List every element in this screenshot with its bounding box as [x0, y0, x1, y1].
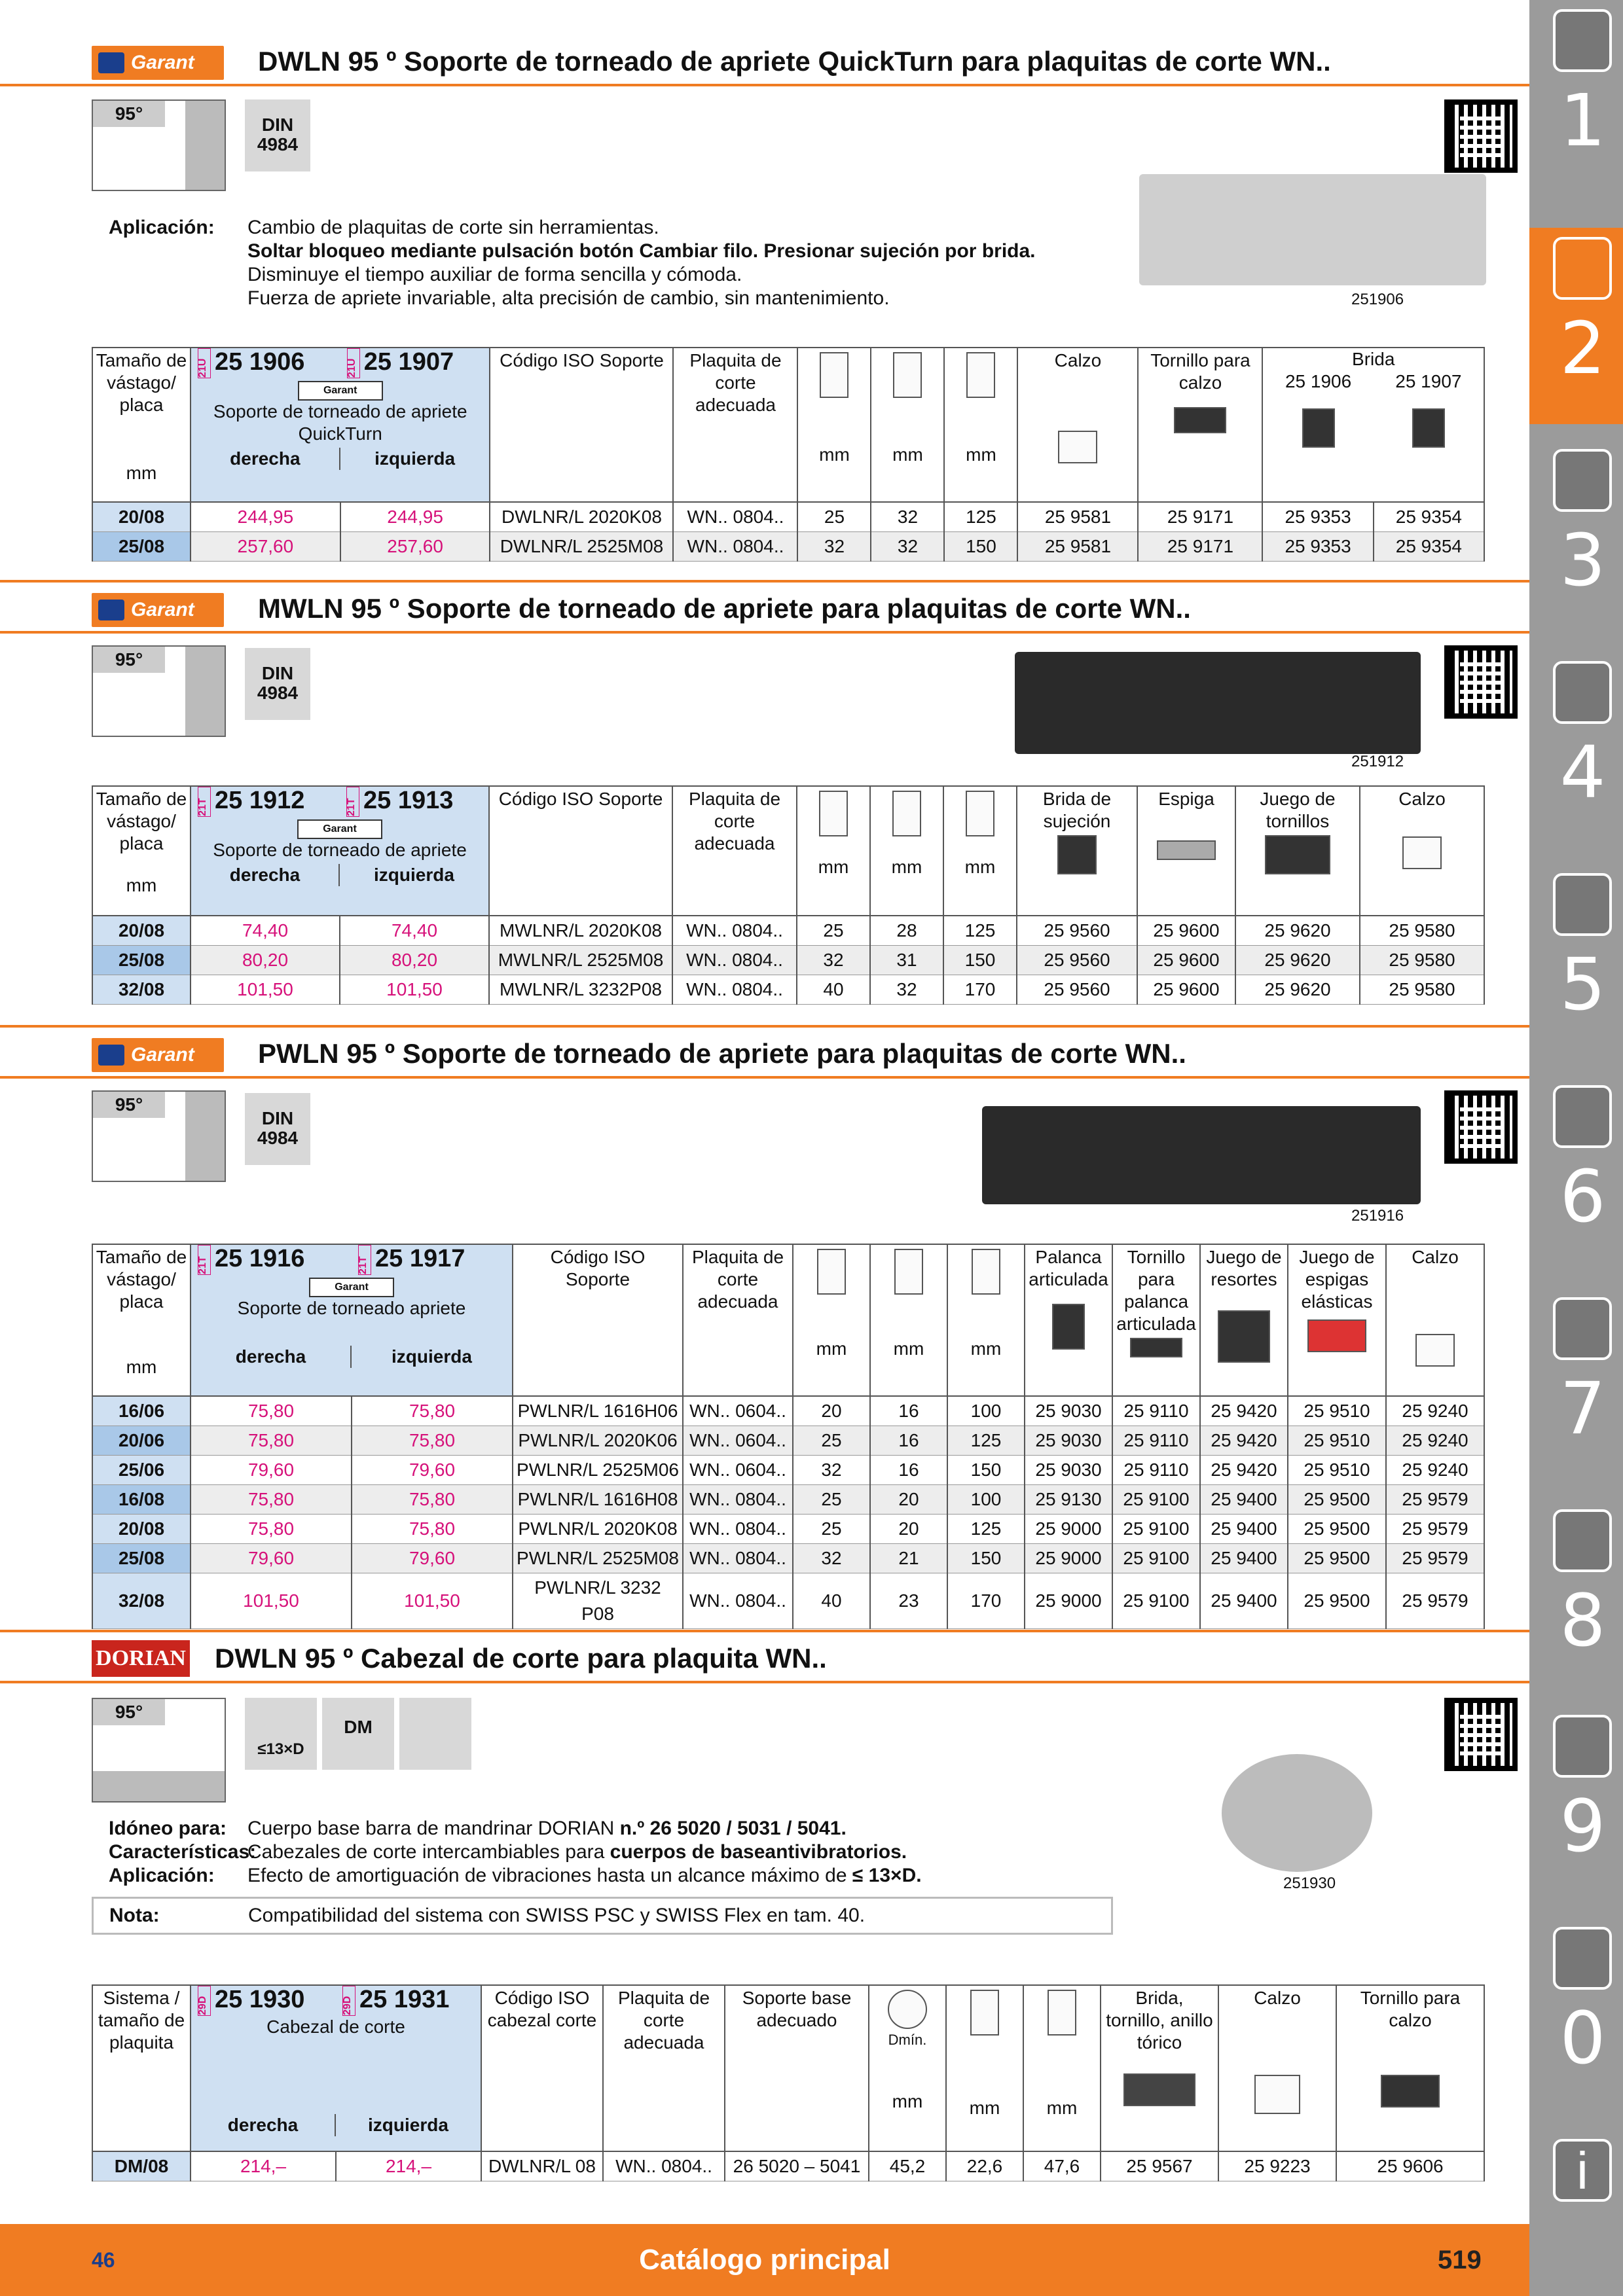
toolset-icon	[1553, 1509, 1612, 1572]
article-link[interactable]: 25 1907	[363, 348, 454, 376]
product-photo-id: 251906	[1351, 291, 1404, 308]
product-photo	[982, 1106, 1421, 1204]
screw-icon	[1130, 1338, 1182, 1357]
qr-code[interactable]	[1444, 1698, 1518, 1771]
qr-code[interactable]	[1444, 1090, 1518, 1164]
saw-icon	[1553, 873, 1612, 936]
chapter-tab-4[interactable]: 4	[1542, 652, 1623, 874]
coolant-icon	[399, 1698, 471, 1770]
cabinet-icon	[1553, 1715, 1612, 1778]
clamp-icon	[1412, 408, 1445, 448]
drill-icon	[1553, 9, 1612, 72]
col-articles: 21U 25 1906 21U 25 1907 Garant Soporte de torneado de apriete QuickTurn derecha izquierda	[191, 348, 490, 502]
screw-set-icon	[1265, 835, 1330, 874]
shim-icon	[1254, 2075, 1300, 2114]
garant-logo: Garant	[92, 593, 224, 627]
product-photo-id: 251916	[1351, 1207, 1404, 1225]
section-title: MWLN 95 º Soporte de torneado de apriete para plaquitas de corte WN..	[258, 593, 1191, 624]
product-photo	[1015, 652, 1421, 754]
application-line: Fuerza de apriete invariable, alta precisión de cambio, sin mantenimiento.	[247, 287, 890, 309]
angle-diagram: 95°	[92, 99, 226, 191]
mwln-table: Tamaño de vástago/ placa mm 21T 25 1912 21T 25 1913 Garant Soporte de torneado de apriete derecha izquierda Código ISO Soporte Plaquita de corte adecuada mm mm mm Brida de sujeción Espiga Juego de tornillos Calzo 20/08 74,40 74,40 MWLNR/L 2020K08 WN.. 0804.. 25 28 125 25 9560 25 9600 25 9620 25 9580 25/08 80,20 80,20 MWLNR/L 2525M08 WN.. 0804.. 32 31 150 25 9560 25 9600 25 9620 25 9580 32/08 101,50 101,50 MWLNR/L 3232P08 WN.. 0804.. 40 32 170 25 9560 25 9600 25 9620 25 9580	[92, 785, 1485, 1005]
section-title: PWLN 95 º Soporte de torneado de apriete para plaquitas de corte WN..	[258, 1038, 1186, 1069]
page-number-right: 519	[1438, 2246, 1482, 2274]
col-size: Tamaño de vástago/ placa mm	[92, 348, 191, 502]
chapter-tab-8[interactable]: 8	[1542, 1500, 1623, 1723]
divider	[0, 631, 1529, 634]
din-badge: DIN 4984	[245, 99, 310, 171]
screw-icon	[1174, 407, 1226, 433]
article-link[interactable]: 25 1931	[359, 1986, 450, 2014]
table-row: 16/06 75,80 75,80 PWLNR/L 1616H06 WN.. 0604.. 20 16 100 25 9030 25 9110 25 9420 25 9510 25 9240	[92, 1396, 1484, 1426]
section-title: DWLN 95 º Soporte de torneado de apriete QuickTurn para plaquitas de corte WN..	[258, 46, 1331, 77]
table-row: 32/08 101,50 101,50 MWLNR/L 3232P08 WN.. 0804.. 40 32 170 25 9560 25 9600 25 9620 25 9580	[92, 975, 1484, 1005]
product-photo-id: 251930	[1283, 1874, 1336, 1892]
product-photo	[1139, 174, 1486, 285]
caliper-icon	[1553, 661, 1612, 724]
screw-icon	[1381, 2075, 1440, 2108]
table-row: 25/06 79,60 79,60 PWLNR/L 2525M06 WN.. 0604.. 32 16 150 25 9030 25 9110 25 9420 25 9510 25 9240	[92, 1456, 1484, 1485]
pin-icon	[1157, 840, 1216, 860]
spring-set-icon	[1218, 1310, 1270, 1363]
dim-icon	[819, 791, 848, 836]
shim-icon	[1415, 1334, 1455, 1367]
table-row: 32/08 101,50 101,50 PWLNR/L 3232 P08 WN.. 0804.. 40 23 170 25 9000 25 9100 25 9400 25 9500 25 9579	[92, 1573, 1484, 1629]
shim-icon	[1058, 431, 1097, 463]
section-title: DWLN 95 º Cabezal de corte para plaquita WN..	[215, 1643, 827, 1674]
dim-icon	[1048, 1990, 1076, 2036]
application-label: Aplicación:	[109, 217, 215, 238]
chapter-tab-5[interactable]: 5	[1542, 864, 1623, 1086]
shim-icon	[1402, 836, 1442, 869]
table-row: 16/08 75,80 75,80 PWLNR/L 1616H08 WN.. 0804.. 25 20 100 25 9130 25 9100 25 9400 25 9500 25 9579	[92, 1485, 1484, 1515]
note-box: Nota: Compatibilidad del sistema con SWISS PSC y SWISS Flex en tam. 40.	[92, 1897, 1113, 1935]
angle-diagram: 95°	[92, 1090, 226, 1182]
insert-icon	[1553, 237, 1612, 300]
table-row: 20/06 75,80 75,80 PWLNR/L 2020K06 WN.. 0604.. 25 16 125 25 9030 25 9110 25 9420 25 9510 25 9240	[92, 1426, 1484, 1456]
dm-icon: DM	[322, 1698, 394, 1770]
qr-code[interactable]	[1444, 645, 1518, 719]
application-line: Soltar bloqueo mediante pulsación botón Cambiar filo. Presionar sujeción por brida.	[247, 240, 1036, 262]
article-link[interactable]: 25 1913	[363, 787, 454, 815]
table-row: 20/08 244,95 244,95 DWLNR/L 2020K08 WN.. 0804.. 25 32 125 25 9581 25 9171 25 9353 25 9354	[92, 502, 1484, 532]
dim-icon	[894, 1249, 923, 1295]
safety-icon	[1553, 1927, 1612, 1990]
pliers-icon	[1553, 1297, 1612, 1360]
chapter-tab-info[interactable]	[1542, 2130, 1623, 2221]
chapter-sidebar	[1529, 0, 1623, 2296]
garant-logo: Garant	[92, 46, 224, 80]
reach-icon: ≤13×D	[245, 1698, 317, 1770]
chapter-tab-0[interactable]: 0	[1542, 1918, 1623, 2140]
din-badge: DIN 4984	[245, 1093, 310, 1165]
clamp-icon	[1302, 408, 1335, 448]
table-row: 20/08 75,80 75,80 PWLNR/L 2020K08 WN.. 0804.. 25 20 125 25 9000 25 9100 25 9400 25 9500 25 9579	[92, 1515, 1484, 1544]
wrench-icon	[1553, 1085, 1612, 1148]
table-row: 20/08 74,40 74,40 MWLNR/L 2020K08 WN.. 0804.. 25 28 125 25 9560 25 9600 25 9620 25 9580	[92, 916, 1484, 946]
divider	[0, 580, 1529, 583]
dim-icon	[966, 791, 994, 836]
clamp-icon	[1123, 2073, 1195, 2106]
qr-code[interactable]	[1444, 99, 1518, 173]
clamp-icon	[1057, 835, 1097, 874]
chapter-tab-7[interactable]: 7	[1542, 1288, 1623, 1511]
angle-diagram: 95°	[92, 1698, 226, 1803]
angle-diagram: 95°	[92, 645, 226, 737]
product-photo-id: 251912	[1351, 753, 1404, 770]
dim-icon	[966, 352, 995, 398]
dim-icon	[820, 352, 848, 398]
divider	[0, 1681, 1529, 1683]
chapter-tab-6[interactable]: 6	[1542, 1076, 1623, 1299]
table-row: DM/08 214,– 214,– DWLNR/L 08 WN.. 0804.. 26 5020 – 5041 45,2 22,6 47,6 25 9567 25 9223 25 9606	[92, 2151, 1484, 2181]
footer-title: Catálogo principal	[639, 2244, 890, 2276]
pin-set-icon	[1307, 1319, 1366, 1352]
lever-icon	[1052, 1304, 1085, 1350]
application-line: Disminuye el tiempo auxiliar de forma sencilla y cómoda.	[247, 264, 742, 285]
table-row: 25/08 80,20 80,20 MWLNR/L 2525M08 WN.. 0804.. 32 31 150 25 9560 25 9600 25 9620 25 9580	[92, 946, 1484, 975]
article-link[interactable]: 25 1916	[215, 1245, 305, 1273]
dorian-table: Sistema / tamaño de plaquita 29D 25 1930 29D 25 1931 Cabezal de corte derecha izquierda Código ISO cabezal corte Plaquita de corte adecuada Soporte base adecuado Dmín. mm mm mm Brida, tornillo, anillo tórico Calzo Tornillo para calzo DM/08 214,– 214,– DWLNR/L 08 WN.. 0804.. 26 5020 – 5041 45,2 22,6 47,6 25 9567 25 9223 25 9606	[92, 1984, 1485, 2181]
page-number-left: 46	[92, 2248, 115, 2272]
page-footer	[0, 2224, 1529, 2296]
chapter-tab-2[interactable]: 2	[1529, 228, 1623, 424]
garant-mini-logo: Garant	[297, 819, 382, 839]
garant-mini-logo: Garant	[309, 1278, 394, 1297]
table-row: 25/08 257,60 257,60 DWLNR/L 2525M08 WN.. 0804.. 32 32 150 25 9581 25 9171 25 9353 25 9354	[92, 532, 1484, 562]
diameter-icon	[888, 1990, 927, 2029]
garant-mini-logo: Garant	[298, 381, 383, 401]
article-link[interactable]: 25 1917	[375, 1245, 465, 1273]
dwln-table: Tamaño de vástago/ placa mm 21U 25 1906 21U 25 1907 Garant Soporte de torneado de apriete QuickTurn derecha izquierda Código ISO Soporte Plaquita de corte adecuada mm mm mm Calzo Tornillo para calzo Brida 25 1906 25 1907 20/08 244,95 244,95 DWLNR/L 2020K08 WN.. 0804.. 25 32 125 25 9581 25 9171 25 9353 25 9354 25/08 257,60 257,60 DWLNR/L 2525M08 WN.. 0804.. 32 32 150 25 9581 25 9171 25 9353 25 9354	[92, 347, 1485, 562]
divider	[0, 84, 1529, 86]
pwln-table: Tamaño de vástago/ placa mm 21T 25 1916 21T 25 1917 Garant Soporte de torneado apriete derecha izquierda Código ISO Soporte Plaquita de corte adecuada mm mm mm Palanca articulada Tornillo para palanca articulada Juego de resortes Juego de espigas elásticas Calzo 16/06 75,80 75,80 PWLNR/L 1616H06 WN.. 0604.. 20 16 100 25 9030 25 9110 25 9420 25 9510 25 9240 20/06 75,80 75,80 PWLNR/L 2020K06 WN.. 0604.. 25 16 125 25 9030 25 9110 25 9420 25 9510 25 9240 25/06 79,60 79,60 PWLNR/L 2525M06 WN.. 0604.. 32 16 150 25 9030 25 9110 25 9420 25 9510 25 9240 16/08 75,80 75,80 PWLNR/L 1616H08 WN.. 0804.. 25 20 100 25 9130 25 9100 25 9400 25 9500 25 9579 20/08 75,80 75,80 PWLNR/L 2020K08 WN.. 0804.. 25 20 125 25 9000 25 9100 25 9400 25 9500 25 9579 25/08 79,60 79,60 PWLNR/L 2525M08 WN.. 0804.. 32 21 150 25 9000 25 9100 25 9400 25 9500 25 9579 32/08 101,50 101,50 PWLNR/L 3232 P08 WN.. 0804.. 40 23 170 25 9000 25 9100 25 9400 25 9500 25 9579	[92, 1244, 1485, 1629]
article-link[interactable]: 25 1930	[215, 1986, 305, 2014]
article-link[interactable]: 25 1906	[215, 348, 305, 376]
chapter-tab-3[interactable]: 3	[1542, 440, 1623, 662]
din-badge: DIN 4984	[245, 648, 310, 720]
divider	[0, 1025, 1529, 1028]
dim-icon	[892, 791, 921, 836]
chapter-tab-9[interactable]: 9	[1542, 1706, 1623, 1928]
table-row: 25/08 79,60 79,60 PWLNR/L 2525M08 WN.. 0804.. 32 21 150 25 9000 25 9100 25 9400 25 9500 25 9579	[92, 1544, 1484, 1573]
tap-icon	[1553, 449, 1612, 512]
chapter-tab-1[interactable]: 1	[1542, 0, 1623, 223]
application-line: Cambio de plaquitas de corte sin herramientas.	[247, 217, 659, 238]
divider	[0, 1630, 1529, 1632]
dim-icon	[970, 1990, 999, 2036]
article-link[interactable]: 25 1912	[215, 787, 305, 815]
info-icon: i	[1553, 2139, 1612, 2202]
garant-logo: Garant	[92, 1038, 224, 1072]
dim-icon	[893, 352, 922, 398]
dim-icon	[972, 1249, 1000, 1295]
product-photo	[1222, 1754, 1372, 1872]
divider	[0, 1076, 1529, 1079]
dorian-logo: DORIAN	[92, 1640, 190, 1677]
dim-icon	[817, 1249, 846, 1295]
